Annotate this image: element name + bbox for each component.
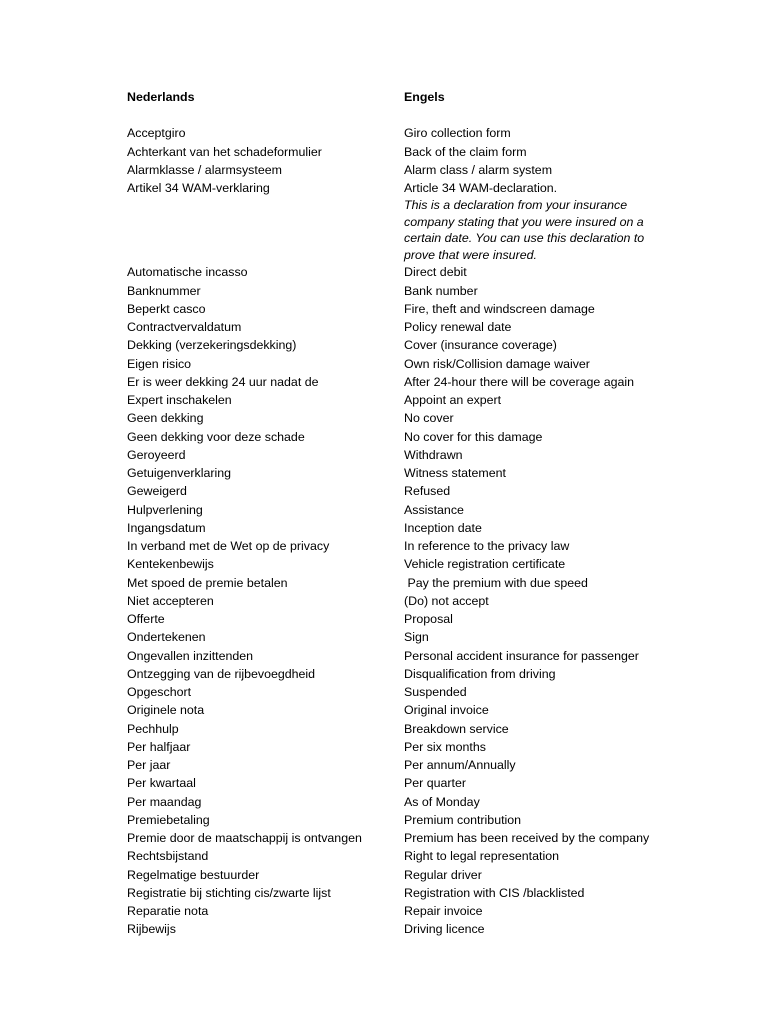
english-term: Breakdown service [404, 721, 509, 736]
english-translation-cell [404, 756, 684, 774]
dutch-term: Kentekenbewijs [127, 557, 214, 572]
english-term: Per annum/Annually [404, 758, 516, 772]
dutch-term: Reparatie nota [127, 904, 209, 918]
dutch-term: Dekking (verzekeringsdekking) [127, 338, 297, 353]
english-term: Premium has been received by the company [404, 831, 650, 845]
dutch-term: In verband met de Wet op de privacy [127, 539, 330, 553]
glossary-row [127, 501, 687, 519]
glossary-row [127, 124, 687, 142]
glossary-row [127, 336, 687, 354]
english-term: Registration with CIS /blacklisted [404, 885, 585, 900]
glossary-row [127, 701, 687, 719]
english-translation-cell [404, 866, 684, 884]
english-term: Bank number [404, 283, 478, 298]
glossary-row [127, 902, 687, 920]
english-translation-cell [404, 847, 684, 865]
dutch-term: Premiebetaling [127, 812, 210, 827]
dutch-term: Per jaar [127, 758, 171, 772]
english-translation-cell [404, 282, 684, 300]
glossary-row [127, 647, 687, 665]
dutch-term: Hulpverlening [127, 502, 203, 517]
glossary-row [127, 464, 687, 482]
english-translation-cell [404, 409, 684, 427]
glossary-row [127, 847, 687, 865]
glossary-row [127, 720, 687, 738]
english-term: Cover (insurance coverage) [404, 338, 557, 353]
english-term: Suspended [404, 685, 467, 699]
english-translation-cell [404, 179, 684, 263]
english-translation-cell [404, 124, 684, 142]
english-term: Per six months [404, 739, 486, 754]
english-term: Premium contribution [404, 812, 522, 827]
english-term: Policy renewal date [404, 320, 512, 334]
english-translation-cell [404, 920, 684, 938]
glossary-row [127, 665, 687, 683]
dutch-term: Automatische incasso [127, 265, 248, 280]
english-term: No cover [404, 411, 454, 426]
dutch-term: Geen dekking voor deze schade [127, 429, 305, 444]
glossary-header [127, 88, 687, 106]
english-translation-cell [404, 555, 684, 573]
glossary-row [127, 738, 687, 756]
dutch-term: Geen dekking [127, 411, 204, 426]
english-translation-cell [404, 161, 684, 179]
english-translation-cell [404, 428, 684, 446]
dutch-term: Achterkant van het schadeformulier [127, 144, 322, 159]
glossary-row [127, 793, 687, 811]
glossary-row [127, 537, 687, 555]
english-translation-cell [404, 336, 684, 354]
dutch-term: Per halfjaar [127, 739, 191, 754]
glossary-row [127, 282, 687, 300]
english-term: Sign [404, 630, 429, 645]
dutch-term: Ontzegging van de rijbevoegdheid [127, 666, 316, 681]
english-term: Direct debit [404, 265, 467, 280]
english-translation-cell [404, 143, 684, 161]
dutch-term: Geroyeerd [127, 447, 186, 462]
english-translation-cell [404, 446, 684, 464]
dutch-term: Contractvervaldatum [127, 320, 242, 334]
glossary-row [127, 373, 687, 391]
dutch-term: Ingangsdatum [127, 520, 206, 535]
dutch-term: Alarmklasse / alarmsysteem [127, 162, 282, 177]
dutch-term: Expert inschakelen [127, 393, 232, 407]
english-term: Vehicle registration certificate [404, 557, 566, 572]
glossary-row [127, 428, 687, 446]
explanatory-note: This is a declaration from your insurance company stating that you were insured on a certain date. You can use this declaration to prove that were insured. [404, 198, 645, 262]
english-term: Article 34 WAM-declaration. [404, 181, 558, 195]
glossary-row [127, 592, 687, 610]
english-column-header: Engels [404, 90, 445, 104]
dutch-term: Eigen risico [127, 356, 192, 371]
glossary-row [127, 446, 687, 464]
glossary-row [127, 161, 687, 179]
glossary-row [127, 179, 687, 263]
english-term: Personal accident insurance for passenger [404, 648, 639, 663]
dutch-term: Per kwartaal [127, 776, 196, 791]
english-translation-cell [404, 829, 684, 847]
english-term: No cover for this damage [404, 429, 543, 444]
english-term: Appoint an expert [404, 393, 502, 407]
dutch-term: Per maandag [127, 794, 202, 809]
glossary-row [127, 628, 687, 646]
english-translation-cell [404, 263, 684, 281]
english-translation-cell [404, 811, 684, 829]
glossary-row [127, 774, 687, 792]
english-translation-cell [404, 665, 684, 683]
glossary-row [127, 300, 687, 318]
english-translation-cell [404, 902, 684, 920]
glossary-row [127, 811, 687, 829]
glossary-row [127, 409, 687, 427]
dutch-term: Geweigerd [127, 484, 187, 499]
dutch-term: Opgeschort [127, 685, 192, 699]
english-term: Driving licence [404, 922, 485, 937]
english-translation-cell [404, 738, 684, 756]
dutch-term: Offerte [127, 612, 165, 626]
glossary-row [127, 610, 687, 628]
english-translation-cell [404, 574, 684, 592]
dutch-term: Premie door de maatschappij is ontvangen [127, 831, 362, 845]
english-translation-cell [404, 391, 684, 409]
glossary-row [127, 884, 687, 902]
english-term: Assistance [404, 502, 464, 517]
glossary-row [127, 866, 687, 884]
dutch-term: Rijbewijs [127, 922, 176, 937]
english-term: Original invoice [404, 703, 489, 718]
glossary-row [127, 756, 687, 774]
english-translation-cell [404, 373, 684, 391]
english-term: Alarm class / alarm system [404, 162, 553, 177]
glossary-row [127, 920, 687, 938]
english-term: After 24-hour there will be coverage again [404, 374, 635, 389]
dutch-term: Ondertekenen [127, 630, 206, 645]
glossary-row [127, 391, 687, 409]
dutch-term: Regelmatige bestuurder [127, 867, 260, 882]
glossary-row [127, 519, 687, 537]
dutch-term: Registratie bij stichting cis/zwarte lijst [127, 885, 331, 900]
english-translation-cell [404, 683, 684, 701]
english-term: Repair invoice [404, 904, 483, 918]
english-term: As of Monday [404, 794, 480, 809]
glossary-row [127, 355, 687, 373]
english-translation-cell [404, 592, 684, 610]
dutch-term: Artikel 34 WAM-verklaring [127, 181, 270, 195]
english-translation-cell [404, 501, 684, 519]
english-term: Own risk/Collision damage waiver [404, 356, 590, 371]
english-translation-cell [404, 793, 684, 811]
english-term: Disqualification from driving [404, 666, 556, 681]
dutch-term: Originele nota [127, 703, 205, 718]
glossary-row [127, 574, 687, 592]
english-translation-cell [404, 537, 684, 555]
glossary-row [127, 263, 687, 281]
english-translation-cell [404, 482, 684, 500]
dutch-term: Met spoed de premie betalen [127, 575, 288, 590]
english-term: Withdrawn [404, 447, 463, 462]
english-translation-cell [404, 519, 684, 537]
dutch-term: Getuigenverklaring [127, 466, 232, 480]
english-term: Inception date [404, 520, 482, 535]
english-term: Back of the claim form [404, 144, 527, 159]
english-term: Pay the premium with due speed [404, 575, 588, 590]
dutch-term: Banknummer [127, 283, 201, 298]
english-term: Witness statement [404, 466, 506, 480]
english-translation-cell [404, 628, 684, 646]
glossary-row [127, 683, 687, 701]
english-term: Fire, theft and windscreen damage [404, 301, 595, 316]
english-term: Giro collection form [404, 126, 511, 141]
english-translation-cell [404, 610, 684, 628]
english-translation-cell [404, 647, 684, 665]
english-translation-cell [404, 701, 684, 719]
glossary-page [127, 88, 687, 939]
glossary-entries [127, 124, 687, 938]
english-term: In reference to the privacy law [404, 539, 570, 553]
english-term: Refused [404, 484, 451, 499]
english-term: Regular driver [404, 867, 482, 882]
english-translation-cell [404, 464, 684, 482]
english-term: Right to legal representation [404, 849, 559, 864]
english-translation-cell [404, 884, 684, 902]
english-term: Proposal [404, 612, 453, 626]
english-translation-cell [404, 300, 684, 318]
dutch-column-header: Nederlands [127, 90, 195, 104]
dutch-term: Pechhulp [127, 721, 179, 736]
english-term: (Do) not accept [404, 593, 489, 608]
glossary-row [127, 555, 687, 573]
english-translation-cell [404, 720, 684, 738]
dutch-term: Beperkt casco [127, 301, 206, 316]
english-translation-cell [404, 318, 684, 336]
english-term: Per quarter [404, 776, 466, 791]
glossary-row [127, 829, 687, 847]
glossary-row [127, 482, 687, 500]
dutch-term: Er is weer dekking 24 uur nadat de [127, 374, 319, 389]
glossary-row [127, 318, 687, 336]
dutch-term: Acceptgiro [127, 126, 186, 141]
english-translation-cell [404, 774, 684, 792]
dutch-term: Niet accepteren [127, 593, 214, 608]
english-translation-cell [404, 355, 684, 373]
dutch-term: Rechtsbijstand [127, 849, 209, 864]
dutch-term: Ongevallen inzittenden [127, 648, 254, 663]
glossary-row [127, 143, 687, 161]
